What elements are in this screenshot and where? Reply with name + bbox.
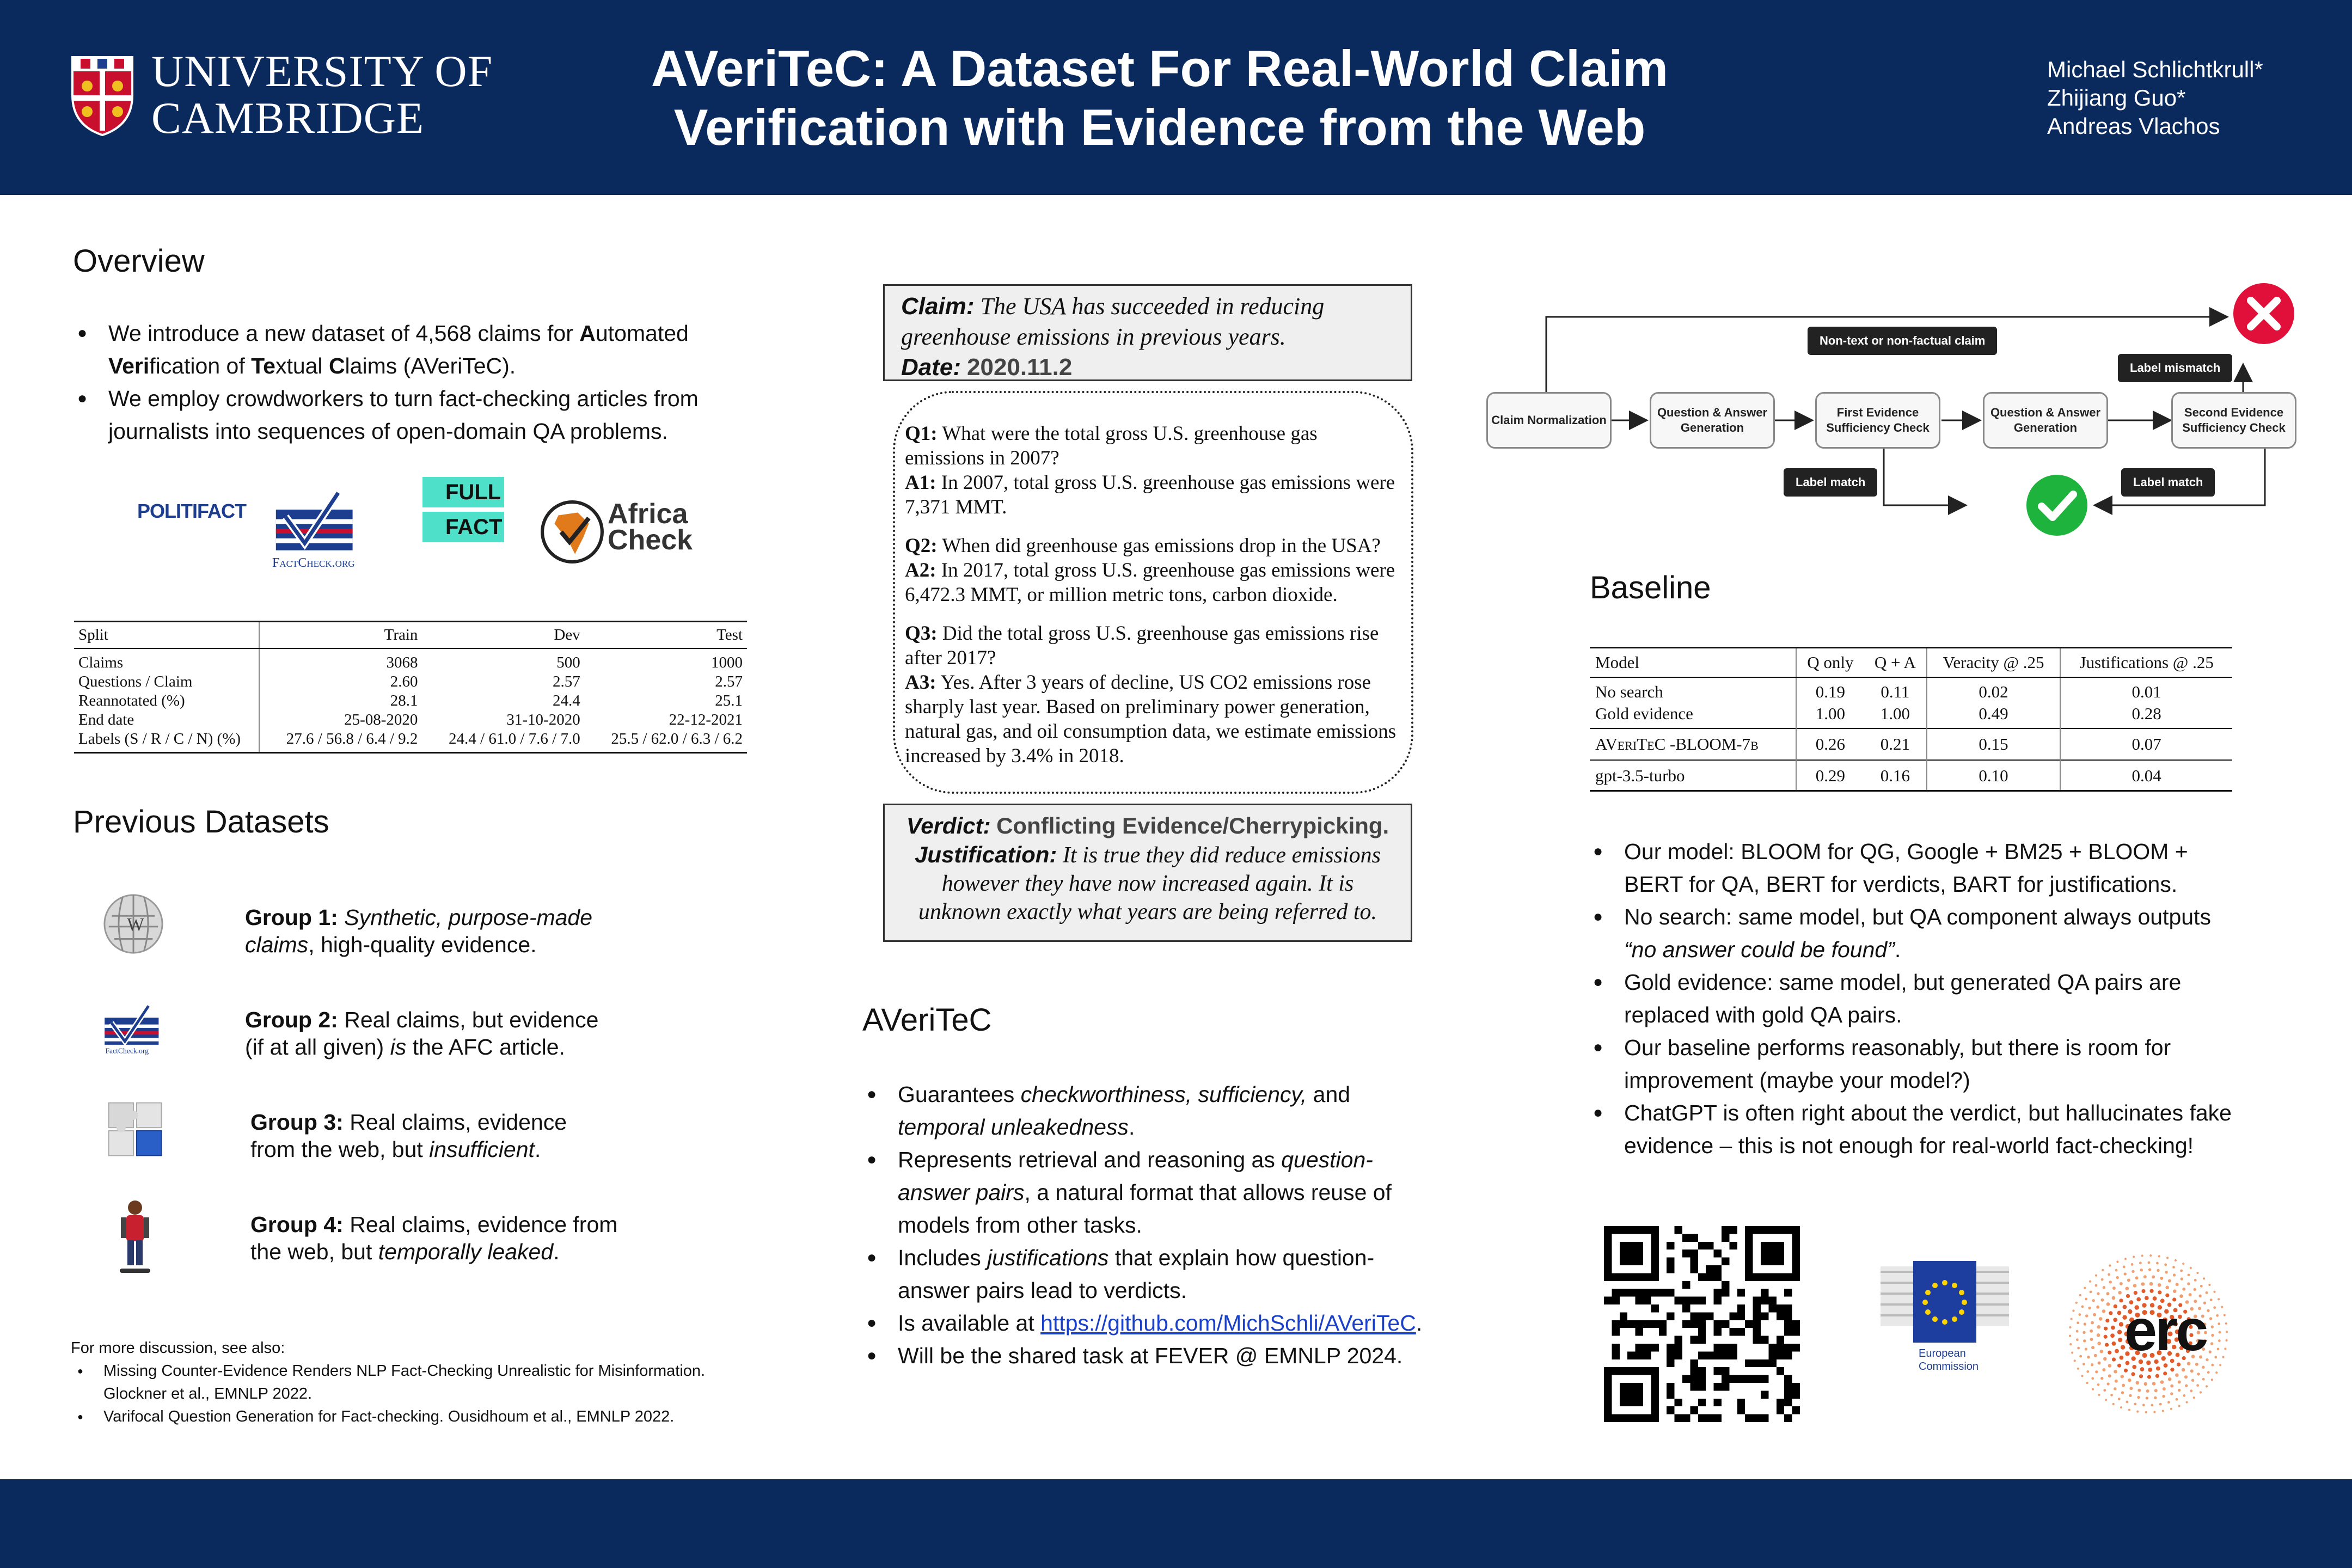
reference-item: ● Missing Counter-Evidence Renders NLP Fact-Checking Unrealistic for Misinformation. Glockner et al., EMNLP 2022. (71, 1359, 705, 1405)
table-row: No search 0.19 0.11 0.02 0.01 (1590, 677, 2232, 703)
nontext-claim-label: Non-text or non-factual claim (1808, 327, 1997, 355)
overview-heading: Overview (73, 243, 205, 279)
table-row: AVeriTeC -BLOOM-7b 0.26 0.21 0.15 0.07 (1590, 728, 2232, 760)
overview-bullet: ● We introduce a new dataset of 4,568 claims for Automated Verification of Textual Claims (AVeriTeC). (73, 317, 759, 382)
group-4-text: Group 4: Real claims, evidence from the web, but temporally leaked. (250, 1212, 618, 1264)
claim-box: Claim: The USA has succeeded in reducing greenhouse emissions in previous years. Date: 2020.11.2 (883, 284, 1412, 381)
verdict-box: Verdict: Conflicting Evidence/Cherrypicking. Justification: It is true they did reduce emissions however they have now increased again. It is unknown exactly what years are being referred to. (883, 804, 1412, 942)
erc-wordmark: erc (2124, 1297, 2207, 1363)
university-name: UNIVERSITY OF CAMBRIDGE (151, 46, 493, 143)
label-match-tag: Label match (1784, 468, 1877, 497)
overview-bullet: ● We employ crowdworkers to turn fact-checking articles from journalists into sequences of open-domain QA problems. (73, 382, 759, 448)
table-header-row (1590, 648, 2232, 678)
column-header: Test (585, 622, 747, 649)
qa-pair: Q2: When did greenhouse gas emissions drop in the USA? A2: In 2017, total gross U.S. greenhouse gas emissions were 6,472.3 MMT, or million metric tons, carbon dioxide. (905, 535, 1395, 606)
column-header: Q only (1796, 648, 1864, 678)
baseline-heading: Baseline (1590, 570, 1711, 605)
factcheck-flag-icon (271, 490, 367, 553)
baseline-bullets (1589, 835, 2242, 1162)
qa-generation-step: Question & Answer Generation (1650, 392, 1775, 449)
africacheck-logo: Africa Check (539, 499, 708, 569)
fullfact-logo: FULL FACT (422, 477, 504, 548)
group-1-text: Group 1: Synthetic, purpose-made claims, high-quality evidence. (245, 905, 593, 957)
table-header-row (74, 622, 747, 649)
qa-generation-step: Question & Answer Generation (1983, 392, 2108, 449)
poster-footer (0, 1479, 2352, 1568)
table-row: Labels (S / R / C / N) (%) 27.6 / 56.8 / 6.4 / 9.2 24.4 / 61.0 / 7.6 / 7.0 25.5 / 62.0 / 6.3 / 6.2 (74, 730, 747, 753)
overview-bullets (73, 317, 759, 448)
dataset-split-table (74, 621, 747, 754)
european-commission-logo: European Commission (1881, 1261, 2011, 1381)
author: Michael Schlichtkrull* (2047, 57, 2263, 82)
column-header: Dev (422, 622, 584, 649)
averitec-bullet: ● Includes justifications that explain how question-answer pairs lead to verdicts. (862, 1241, 1440, 1307)
claim-normalization-step: Claim Normalization (1486, 392, 1612, 449)
svg-text:FactCheck.org: FactCheck.org (105, 1046, 149, 1055)
previous-datasets-heading: Previous Datasets (73, 804, 329, 840)
baseline-bullet: ● Our baseline performs reasonably, but there is room for improvement (maybe your model?) (1589, 1031, 2242, 1097)
table-row: Gold evidence 1.00 1.00 0.49 0.28 (1590, 703, 2232, 728)
averitec-heading: AVeriTeC (862, 1002, 992, 1038)
group-3-text: Group 3: Real claims, evidence from the web, but insufficient. (250, 1110, 567, 1162)
time-traveler-figure-icon (112, 1198, 158, 1279)
pipeline-diagram (1481, 278, 2286, 550)
reject-cross-icon (2232, 282, 2295, 345)
second-sufficiency-check-step: Second Evidence Sufficiency Check (2171, 392, 2296, 449)
qa-pair: Q3: Did the total gross U.S. greenhouse gas emissions rise after 2017? A3: Yes. After 3 years of decline, US CO2 emissions rose sharply last year. Based on preliminary power generation, natural gas, and oil consumption data, we estimate emissions increased by 3.4% in 2018. (905, 622, 1396, 767)
column-header: Train (259, 622, 422, 649)
eu-flag-icon (1881, 1261, 2009, 1343)
table-row: End date 25-08-2020 31-10-2020 22-12-2021 (74, 710, 747, 730)
averitec-bullet: ● Represents retrieval and reasoning as question-answer pairs, a natural format that allows reuse of models from other tasks. (862, 1143, 1440, 1241)
table-row: Questions / Claim 2.60 2.57 2.57 (74, 672, 747, 691)
column-header: Q + A (1864, 648, 1927, 678)
author: Andreas Vlachos (2047, 113, 2220, 139)
averitec-bullet: ● Will be the shared task at FEVER @ EMNLP 2024. (862, 1339, 1440, 1372)
table-row: Reannotated (%) 28.1 24.4 25.1 (74, 691, 747, 710)
wikipedia-globe-icon (101, 892, 166, 956)
qa-pair: Q1: What were the total gross U.S. greenhouse gas emissions in 2007? A1: In 2007, total gross U.S. greenhouse gas emissions were 7,371 MMT. (905, 422, 1395, 518)
baseline-bullet: ● Our model: BLOOM for QG, Google + BM25 + BLOOM + BERT for QA, BERT for verdicts, BART for justifications. (1589, 835, 2242, 901)
group-2-text: Group 2: Real claims, but evidence (if at all given) is the AFC article. (245, 1007, 599, 1059)
label-mismatch-tag: Label mismatch (2118, 354, 2232, 382)
averitec-bullets (862, 1078, 1440, 1372)
author: Zhijiang Guo* (2047, 85, 2186, 111)
qr-code[interactable] (1604, 1226, 1800, 1422)
politifact-logo: POLITIFACT (137, 500, 246, 522)
column-header: Justifications @ .25 (2060, 648, 2232, 678)
factcheck-logo: FactCheck.org (271, 490, 380, 583)
accept-check-icon (2025, 474, 2088, 537)
question-answer-box (893, 391, 1413, 794)
first-sufficiency-check-step: First Evidence Sufficiency Check (1815, 392, 1940, 449)
poster-title: AVeriTeC: A Dataset For Real-World Claim Verification with Evidence from the Web (651, 40, 1669, 156)
svg-text:W: W (127, 914, 144, 935)
references (71, 1337, 705, 1428)
column-header: Model (1590, 648, 1796, 678)
references-intro: For more discussion, see also: (71, 1339, 285, 1357)
averitec-bullet: ● Guarantees checkworthiness, sufficiency, and temporal unleakedness. (862, 1078, 1440, 1143)
factcheck-flag-icon (101, 1000, 169, 1059)
github-link[interactable]: https://github.com/MichSchli/AVeriTeC (1040, 1310, 1416, 1336)
poster-header (0, 0, 2352, 195)
table-row: gpt-3.5-turbo 0.29 0.16 0.10 0.04 (1590, 760, 2232, 791)
label-match-tag: Label match (2121, 468, 2215, 497)
baseline-bullet: ● No search: same model, but QA component always outputs “no answer could be found”. (1589, 901, 2242, 966)
reference-item: ● Varifocal Question Generation for Fact-checking. Ousidhoum et al., EMNLP 2022. (71, 1405, 705, 1428)
baseline-bullet: ● Gold evidence: same model, but generated QA pairs are replaced with gold QA pairs. (1589, 966, 2242, 1031)
averitec-bullet: ● Is available at https://github.com/MichSchli/AVeriTeC. (862, 1307, 1440, 1339)
puzzle-pieces-icon (105, 1099, 167, 1161)
table-row: Claims 3068 500 1000 (74, 648, 747, 672)
baseline-results-table (1590, 647, 2232, 792)
column-header: Split (74, 622, 259, 649)
column-header: Veracity @ .25 (1927, 648, 2061, 678)
africa-map-icon (539, 499, 605, 565)
baseline-bullet: ● ChatGPT is often right about the verdict, but hallucinates fake evidence – this is not enough for real-world fact-checking! (1589, 1097, 2242, 1162)
author-list (2047, 56, 2263, 140)
